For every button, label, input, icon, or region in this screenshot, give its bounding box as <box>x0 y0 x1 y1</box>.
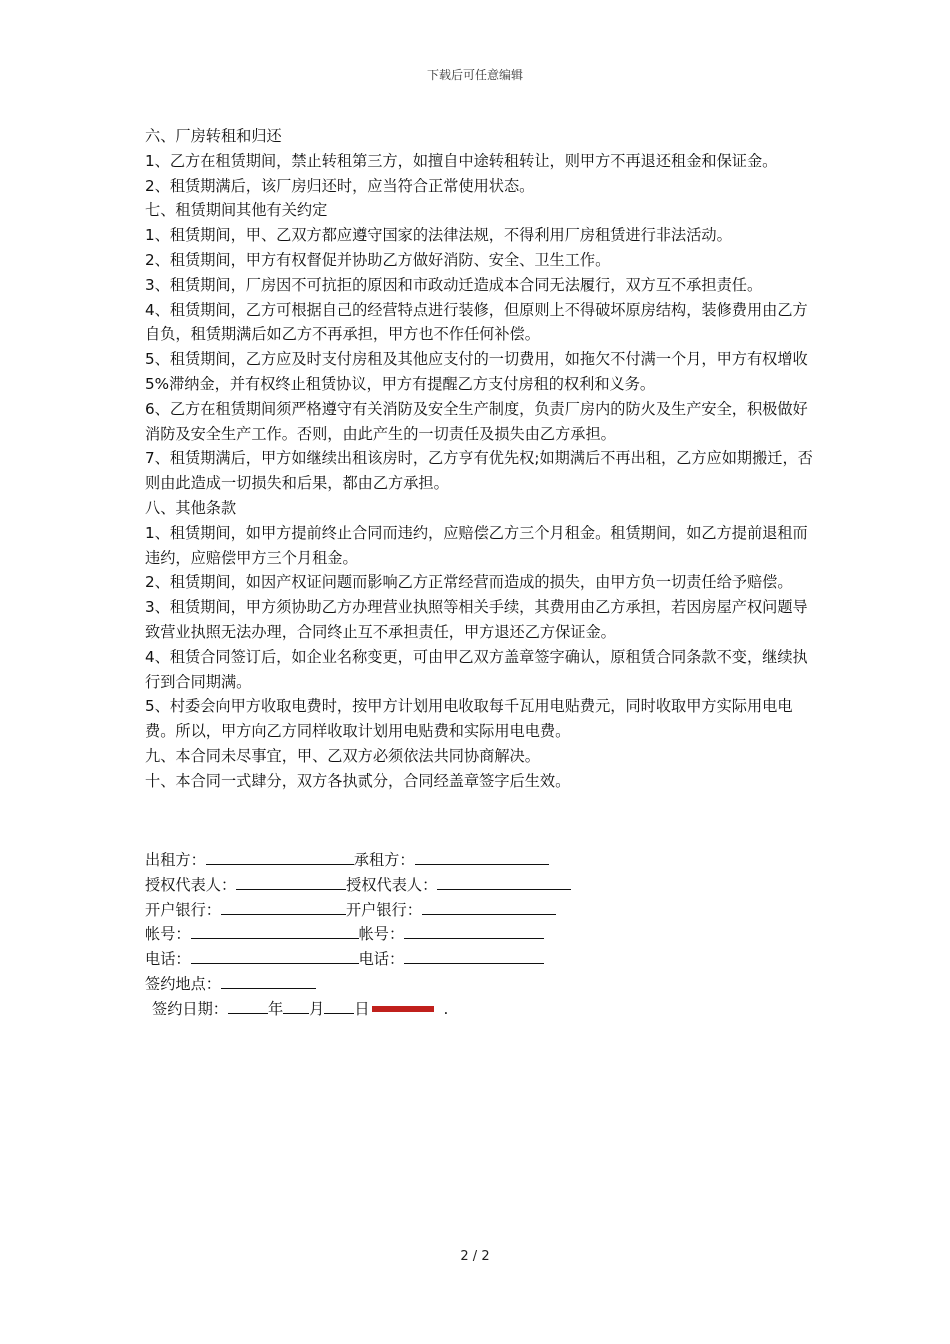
year-blank[interactable] <box>228 996 268 1014</box>
clause-7-3: 3、租赁期间，厂房因不可抗拒的原因和市政动迁造成本合同无法履行，双方互不承担责任。 <box>145 275 763 294</box>
place-label: 签约地点： <box>145 974 221 993</box>
acct-a-blank[interactable] <box>191 921 359 939</box>
clause-8-4: 4、租赁合同签订后，如企业名称变更，可由甲乙双方盖章签字确认，原租赁合同条款不变，继续执行到合同期满。 <box>145 647 808 691</box>
signature-row-banks <box>145 897 571 922</box>
phone-b-blank[interactable] <box>404 946 544 964</box>
acct-a-label: 帐号： <box>145 925 191 944</box>
signature-row-phones <box>145 946 571 971</box>
month-label: 月 <box>309 999 325 1018</box>
red-mark <box>372 1006 434 1012</box>
phone-b-label: 电话： <box>358 950 405 969</box>
day-blank[interactable] <box>324 996 354 1014</box>
clause-7-2: 2、租赁期间，甲方有权督促并协助乙方做好消防、安全、卫生工作。 <box>145 250 611 269</box>
signature-row-parties <box>145 847 571 872</box>
section-9: 九、本合同未尽事宜，甲、乙双方必须依法共同协商解决。 <box>145 746 540 765</box>
place-blank[interactable] <box>221 971 316 989</box>
phone-a-blank[interactable] <box>191 946 359 964</box>
rep-a-blank[interactable] <box>236 872 346 890</box>
rep-a-label: 授权代表人： <box>145 875 237 894</box>
bank-b-label: 开户银行： <box>345 900 422 919</box>
lessee-label: 承租方： <box>353 851 415 869</box>
lessor-blank[interactable] <box>206 847 354 865</box>
clause-8-2: 2、租赁期间，如因产权证问题而影响乙方正常经营而造成的损失，由甲方负一切责任给予赔偿。 <box>145 573 793 592</box>
page-header: 下载后可任意编辑 <box>426 68 523 82</box>
clause-8-5: 5、村委会向甲方收取电费时，按甲方计划用电收取每千瓦用电贴费元，同时收取甲方实际用电电费。所以，甲方向乙方同样收取计划用电贴费和实际用电电费。 <box>145 697 793 741</box>
signature-block <box>145 847 571 1021</box>
signature-row-place <box>145 971 571 996</box>
end-mark: . <box>443 999 449 1018</box>
lessor-label: 出租方： <box>145 851 206 869</box>
contract-body <box>145 124 813 794</box>
day-label: 日 <box>354 999 370 1018</box>
clause-7-6: 6、乙方在租赁期间须严格遵守有关消防及安全生产制度，负责厂房内的防火及生产安全，积极做好消防及安全生产工作。否则，由此产生的一切责任及损失由乙方承担。 <box>145 399 808 443</box>
lessee-blank[interactable] <box>415 847 549 865</box>
acct-b-label: 帐号： <box>358 925 405 944</box>
signature-row-accounts <box>145 921 571 946</box>
clause-7-5: 5、租赁期间，乙方应及时支付房租及其他应支付的一切费用，如拖欠不付满一个月，甲方有权增收5%滞纳金，并有权终止租赁协议，甲方有提醒乙方支付房租的权利和义务。 <box>145 350 808 393</box>
section-heading-8: 八、其他条款 <box>145 498 237 517</box>
section-10: 十、本合同一式肆分，双方各执贰分，合同经盖章签字后生效。 <box>145 771 571 790</box>
clause-6-2: 2、租赁期满后，该厂房归还时，应当符合正常使用状态。 <box>145 176 535 195</box>
rep-b-blank[interactable] <box>437 872 571 890</box>
bank-a-label: 开户银行： <box>145 900 221 919</box>
clause-6-1: 1、乙方在租赁期间，禁止转租第三方，如擅自中途转租转让，则甲方不再退还租金和保证金。 <box>145 151 778 170</box>
clause-7-7: 7、租赁期满后，甲方如继续出租该房时，乙方亨有优先权;如期满后不再出租，乙方应如期搬迁，否则由此造成一切损失和后果，都由乙方承担。 <box>145 449 813 493</box>
clause-7-4: 4、租赁期间，乙方可根据自己的经营特点进行装修，但原则上不得破坏原房结构，装修费用由乙方自负，租赁期满后如乙方不再承担，甲方也不作任何补偿。 <box>145 300 808 344</box>
date-label: 签约日期： <box>152 999 228 1018</box>
signature-row-reps <box>145 872 571 897</box>
clause-8-1: 1、租赁期间，如甲方提前终止合同而违约，应赔偿乙方三个月租金。租赁期间，如乙方提前退租而违约，应赔偿甲方三个月租金。 <box>145 523 808 567</box>
acct-b-blank[interactable] <box>404 921 544 939</box>
signature-row-date <box>145 996 571 1021</box>
bank-a-blank[interactable] <box>221 897 346 915</box>
section-heading-7: 七、租赁期间其他有关约定 <box>145 201 328 220</box>
clause-7-1: 1、租赁期间，甲、乙双方都应遵守国家的法律法规，不得利用厂房租赁进行非法活动。 <box>145 226 732 245</box>
rep-b-label: 授权代表人： <box>346 875 438 894</box>
clause-8-3: 3、租赁期间，甲方须协助乙方办理营业执照等相关手续，其费用由乙方承担，若因房屋产权问题导致营业执照无法办理，合同终止互不承担责任，甲方退还乙方保证金。 <box>145 598 808 641</box>
bank-b-blank[interactable] <box>422 897 556 915</box>
section-heading-6: 六、厂房转租和归还 <box>145 127 282 145</box>
page-number: 2 / 2 <box>460 1249 490 1264</box>
month-blank[interactable] <box>283 996 309 1014</box>
phone-a-label: 电话： <box>145 950 191 969</box>
year-label: 年 <box>267 999 284 1018</box>
